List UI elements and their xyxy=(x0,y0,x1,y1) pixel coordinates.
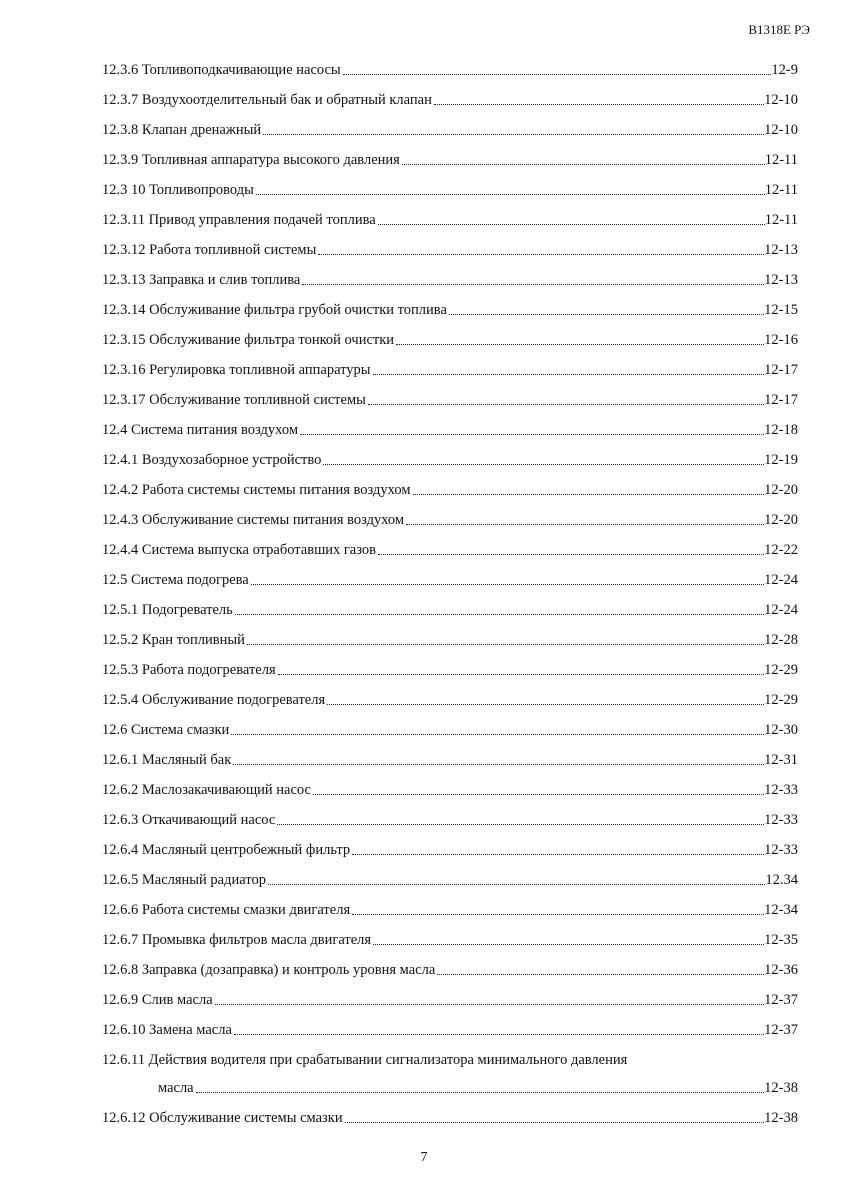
dot-leader xyxy=(268,884,765,885)
toc-entry xyxy=(102,150,798,180)
dot-leader xyxy=(235,614,764,615)
toc-entry-page: 12-33 xyxy=(764,812,798,828)
toc-entry xyxy=(102,990,798,1020)
dot-leader xyxy=(406,524,764,525)
dot-leader xyxy=(277,824,764,825)
toc-entry-page: 12-24 xyxy=(764,602,798,618)
toc-entry-page: 12-28 xyxy=(764,632,798,648)
toc-entry xyxy=(102,480,798,510)
dot-leader xyxy=(300,434,764,435)
toc-entry xyxy=(102,1020,798,1050)
toc-entry-page: 12-20 xyxy=(764,482,798,498)
dot-leader xyxy=(231,734,764,735)
toc-entry-label: 12.5 Система подогрева xyxy=(102,572,249,588)
toc-entry-label: 12.3 10 Топливопроводы xyxy=(102,182,254,198)
toc-entry xyxy=(102,690,798,720)
dot-leader xyxy=(313,794,764,795)
toc-entry xyxy=(102,450,798,480)
toc-entry-page: 12-11 xyxy=(764,212,798,228)
dot-leader xyxy=(327,704,764,705)
toc-entry-label: 12.6.7 Промывка фильтров масла двигателя xyxy=(102,932,372,948)
toc-entry xyxy=(102,960,798,990)
toc-entry xyxy=(102,390,798,420)
toc-entry xyxy=(102,420,798,450)
toc-entry-page: 12-13 xyxy=(764,272,798,288)
toc-entry-label: 12.6.1 Масляный бак xyxy=(102,752,232,768)
toc-entry xyxy=(102,870,798,900)
toc-entry-page: 12-37 xyxy=(764,1022,798,1038)
toc-entry xyxy=(102,210,798,240)
toc-entry-page: 12.34 xyxy=(765,872,798,888)
toc-entry-label: 12.6.8 Заправка (дозаправка) и контроль уровня масла xyxy=(102,962,436,978)
toc-entry-label: 12.6.11 Действия водителя при срабатывании сигнализатора минимального давления xyxy=(102,1052,628,1068)
toc-entry-label: 12.4.1 Воздухозаборное устройство xyxy=(102,452,322,468)
toc-entry-page: 12-37 xyxy=(764,992,798,1008)
toc-entry xyxy=(102,240,798,270)
toc-entry xyxy=(102,510,798,540)
toc-entry-label: 12.3.13 Заправка и слив топлива xyxy=(102,272,301,288)
document-code: В1318Е РЭ xyxy=(748,22,810,37)
toc-entry-page: 12-30 xyxy=(764,722,798,738)
toc-entry xyxy=(102,840,798,870)
toc-entry-label: 12.3.6 Топливоподкачивающие насосы xyxy=(102,62,341,78)
toc-entry-label: 12.3.15 Обслуживание фильтра тонкой очистки xyxy=(102,332,395,348)
toc-entry-page: 12-9 xyxy=(771,62,798,78)
toc-entry xyxy=(102,330,798,360)
toc-entry-label: 12.4 Система питания воздухом xyxy=(102,422,298,438)
toc-entry xyxy=(102,900,798,930)
toc-entry xyxy=(102,660,798,690)
toc-entry xyxy=(102,90,798,120)
dot-leader xyxy=(437,974,764,975)
toc-entry xyxy=(102,1108,798,1138)
toc-entry-label: 12.6.3 Откачивающий насос xyxy=(102,812,276,828)
toc-entry-page: 12-29 xyxy=(764,662,798,678)
toc-entry xyxy=(102,300,798,330)
toc-entry xyxy=(102,270,798,300)
dot-leader xyxy=(345,1122,765,1123)
toc-entry-label: 12.6.4 Масляный центробежный фильтр xyxy=(102,842,351,858)
toc-entry-label: 12.3.8 Клапан дренажный xyxy=(102,122,262,138)
dot-leader xyxy=(233,764,764,765)
toc-entry-page: 12-29 xyxy=(764,692,798,708)
toc-entry xyxy=(102,630,798,660)
dot-leader xyxy=(373,944,764,945)
dot-leader xyxy=(396,344,764,345)
toc-entry-page: 12-38 xyxy=(764,1080,798,1096)
toc-entry xyxy=(102,1050,798,1108)
toc-entry xyxy=(102,120,798,150)
toc-entry-page: 12-18 xyxy=(764,422,798,438)
toc-entry xyxy=(102,360,798,390)
toc-entry-label: 12.5.3 Работа подогревателя xyxy=(102,662,276,678)
toc-entry-page: 12-11 xyxy=(764,152,798,168)
toc-entry-label: 12.4.2 Работа системы системы питания воздухом xyxy=(102,482,411,498)
toc-entry-page: 12-33 xyxy=(764,842,798,858)
toc-entry-label: 12.3.14 Обслуживание фильтра грубой очистки топлива xyxy=(102,302,447,318)
toc-entry-page: 12-11 xyxy=(764,182,798,198)
toc-entry-label: 12.5.4 Обслуживание подогревателя xyxy=(102,692,326,708)
dot-leader xyxy=(256,194,765,195)
dot-leader xyxy=(215,1004,765,1005)
dot-leader xyxy=(378,554,764,555)
toc-entry-label: 12.6.5 Масляный радиатор xyxy=(102,872,266,888)
toc-entry-page: 12-24 xyxy=(764,572,798,588)
toc-entry-page: 12-38 xyxy=(764,1110,798,1126)
dot-leader xyxy=(352,914,764,915)
toc-entry xyxy=(102,780,798,810)
dot-leader xyxy=(449,314,764,315)
dot-leader xyxy=(251,584,764,585)
toc-entry-page: 12-17 xyxy=(764,392,798,408)
dot-leader xyxy=(323,464,764,465)
toc-entry-page: 12-10 xyxy=(764,122,798,138)
toc-entry-label: 12.3.16 Регулировка топливной аппаратуры xyxy=(102,362,371,378)
dot-leader xyxy=(263,134,764,135)
toc-entry-label: 12.6.12 Обслуживание системы смазки xyxy=(102,1110,343,1126)
toc-entry xyxy=(102,600,798,630)
dot-leader xyxy=(247,644,764,645)
dot-leader xyxy=(278,674,765,675)
toc-entry-label-continuation: масла xyxy=(158,1080,194,1096)
dot-leader xyxy=(434,104,764,105)
dot-leader xyxy=(352,854,764,855)
toc-entry-page: 12-34 xyxy=(764,902,798,918)
toc-entry-label: 12.3.11 Привод управления подачей топлива xyxy=(102,212,376,228)
dot-leader xyxy=(302,284,764,285)
toc-entry-label: 12.5.1 Подогреватель xyxy=(102,602,233,618)
toc-entry-label: 12.4.4 Система выпуска отработавших газов xyxy=(102,542,376,558)
toc-entry-label: 12.3.12 Работа топливной системы xyxy=(102,242,317,258)
toc-entry-label: 12.5.2 Кран топливный xyxy=(102,632,245,648)
dot-leader xyxy=(378,224,765,225)
dot-leader xyxy=(368,404,764,405)
dot-leader xyxy=(343,74,772,75)
toc-entry xyxy=(102,930,798,960)
toc-entry-page: 12-19 xyxy=(764,452,798,468)
toc-entry-label: 12.6.10 Замена масла xyxy=(102,1022,232,1038)
dot-leader xyxy=(318,254,764,255)
toc-entry-label: 12.3.17 Обслуживание топливной системы xyxy=(102,392,366,408)
toc-entry-page: 12-13 xyxy=(764,242,798,258)
toc-entry xyxy=(102,570,798,600)
toc-entry-label: 12.6 Система смазки xyxy=(102,722,230,738)
toc-entry xyxy=(102,60,798,90)
toc-entry-page: 12-31 xyxy=(764,752,798,768)
toc-entry-page: 12-10 xyxy=(764,92,798,108)
toc-entry-label: 12.3.9 Топливная аппаратура высокого давления xyxy=(102,152,400,168)
dot-leader xyxy=(234,1034,764,1035)
toc-entry-page: 12-36 xyxy=(764,962,798,978)
table-of-contents xyxy=(102,60,798,1138)
dot-leader xyxy=(196,1092,765,1093)
dot-leader xyxy=(402,164,765,165)
toc-entry xyxy=(102,540,798,570)
toc-entry-page: 12-17 xyxy=(764,362,798,378)
dot-leader xyxy=(413,494,765,495)
toc-entry-label: 12.4.3 Обслуживание системы питания воздухом xyxy=(102,512,405,528)
toc-entry xyxy=(102,180,798,210)
toc-entry-label: 12.6.2 Маслозакачивающий насос xyxy=(102,782,311,798)
toc-entry-page: 12-33 xyxy=(764,782,798,798)
toc-entry-page: 12-16 xyxy=(764,332,798,348)
dot-leader xyxy=(373,374,765,375)
toc-entry-page: 12-20 xyxy=(764,512,798,528)
toc-entry xyxy=(102,750,798,780)
toc-entry-page: 12-22 xyxy=(764,542,798,558)
toc-entry-label: 12.3.7 Воздухоотделительный бак и обратный клапан xyxy=(102,92,432,108)
toc-entry-page: 12-35 xyxy=(764,932,798,948)
toc-entry xyxy=(102,810,798,840)
toc-entry-label: 12.6.9 Слив масла xyxy=(102,992,213,1008)
toc-entry-label: 12.6.6 Работа системы смазки двигателя xyxy=(102,902,351,918)
page-number: 7 xyxy=(420,1150,428,1165)
toc-entry-page: 12-15 xyxy=(764,302,798,318)
toc-entry xyxy=(102,720,798,750)
